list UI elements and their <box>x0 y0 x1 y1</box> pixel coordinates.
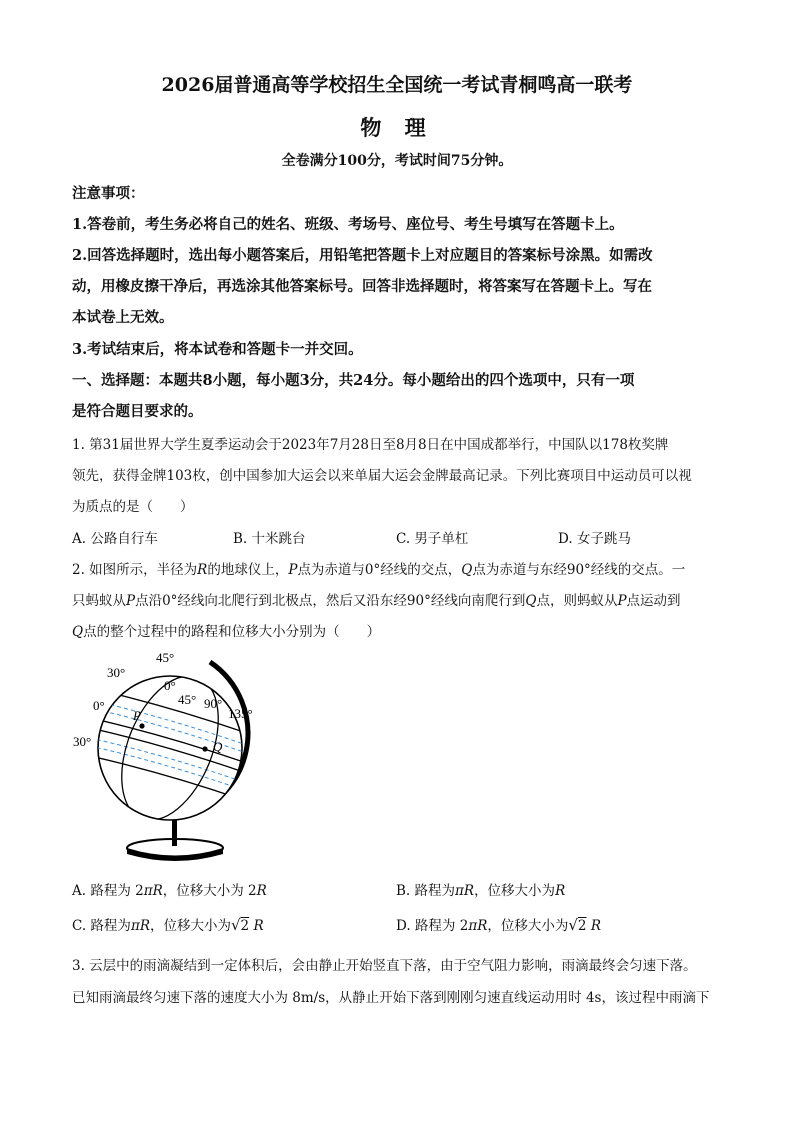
label-lat-30-top: 30° <box>107 665 126 680</box>
point-q-dot <box>202 746 207 751</box>
q1-line-2: 领先，获得金牌103枚，创中国参加大运会以来单届大运会金牌最高记录。下列比赛项目中运动员可以视 <box>72 468 692 484</box>
note-2-line-2: 动，用橡皮擦干净后，再选涂其他答案标号。回答非选择题时，将答案写在答题卡上。写在 <box>72 278 652 295</box>
label-point-p: P <box>133 708 141 723</box>
q2-option-c[interactable]: C. 路程为πR，位移大小为√2 R <box>72 916 264 934</box>
q1-line-1: 1. 第31届世界大学生夏季运动会于2023年7月28日至8月8日在中国成都举行，中国队以178枚奖牌 <box>72 437 669 453</box>
label-point-q: Q <box>213 739 223 754</box>
label-lng-0-upper: 0° <box>164 678 176 693</box>
label-lat-30-bottom: 30° <box>73 734 92 749</box>
q1-option-d[interactable]: D. 女子跳马 <box>558 531 631 547</box>
note-1: 1.答卷前，考生务必将自己的姓名、班级、考场号、座位号、考生号填写在答题卡上。 <box>72 216 624 233</box>
note-2-line-3: 本试卷上无效。 <box>72 309 174 326</box>
notes-heading: 注意事项： <box>72 185 145 202</box>
label-lng-90: 90° <box>204 696 223 711</box>
label-lng-45: 45° <box>178 692 197 707</box>
q2-option-b[interactable]: B. 路程为πR，位移大小为R <box>396 883 566 899</box>
point-p-dot <box>139 723 144 728</box>
q2-line-1: 2. 如图所示，半径为R的地球仪上，P点为赤道与0°经线的交点，Q点为赤道与东经90°经线的交点。一 <box>72 562 686 578</box>
section-1-line-1: 一、选择题：本题共8小题，每小题3分，共24分。每小题给出的四个选项中，只有一项 <box>72 372 635 389</box>
section-1-line-2: 是符合题目要求的。 <box>72 403 203 420</box>
note-2-line-1: 2.回答选择题时，选出每小题答案后，用铅笔把答题卡上对应题目的答案标号涂黑。如需改 <box>72 247 653 264</box>
q1-option-a[interactable]: A. 公路自行车 <box>72 531 158 547</box>
q2-option-a[interactable]: A. 路程为 2πR，位移大小为 2R <box>72 883 267 899</box>
q3-line-2: 已知雨滴最终匀速下落的速度大小为 8m/s，从静止开始下落到刚刚匀速直线运动用时 4s，该过程中雨滴下 <box>72 990 710 1006</box>
score-note: 全卷满分100分，考试时间75分钟。 <box>281 153 513 169</box>
q2-line-3: Q点的整个过程中的路程和位移大小分别为（ ） <box>72 624 381 640</box>
q2-option-d[interactable]: D. 路程为 2πR，位移大小为√2 R <box>396 916 601 934</box>
note-3: 3.考试结束后，将本试卷和答题卡一并交回。 <box>72 341 363 358</box>
q3-line-1: 3. 云层中的雨滴凝结到一定体积后，会由静止开始竖直下落，由于空气阻力影响，雨滴最终会匀速下落。 <box>72 958 697 974</box>
q2-line-2: 只蚂蚁从P点沿0°经线向北爬行到北极点，然后又沿东经90°经线向南爬行到Q点，则蚂蚁从P点运动到 <box>72 593 681 609</box>
q1-line-3: 为质点的是（ ） <box>72 499 194 515</box>
label-lng-135: 135° <box>228 706 253 721</box>
q1-option-b[interactable]: B. 十米跳台 <box>233 531 306 547</box>
subject-title: 物 理 <box>360 115 434 140</box>
label-lng-0-left: 0° <box>93 698 105 713</box>
globe-figure <box>70 648 270 868</box>
label-lat-45-top: 45° <box>156 650 175 665</box>
q1-option-c[interactable]: C. 男子单杠 <box>396 531 469 547</box>
exam-title: 2026届普通高等学校招生全国统一考试青桐鸣高一联考 <box>161 74 633 96</box>
